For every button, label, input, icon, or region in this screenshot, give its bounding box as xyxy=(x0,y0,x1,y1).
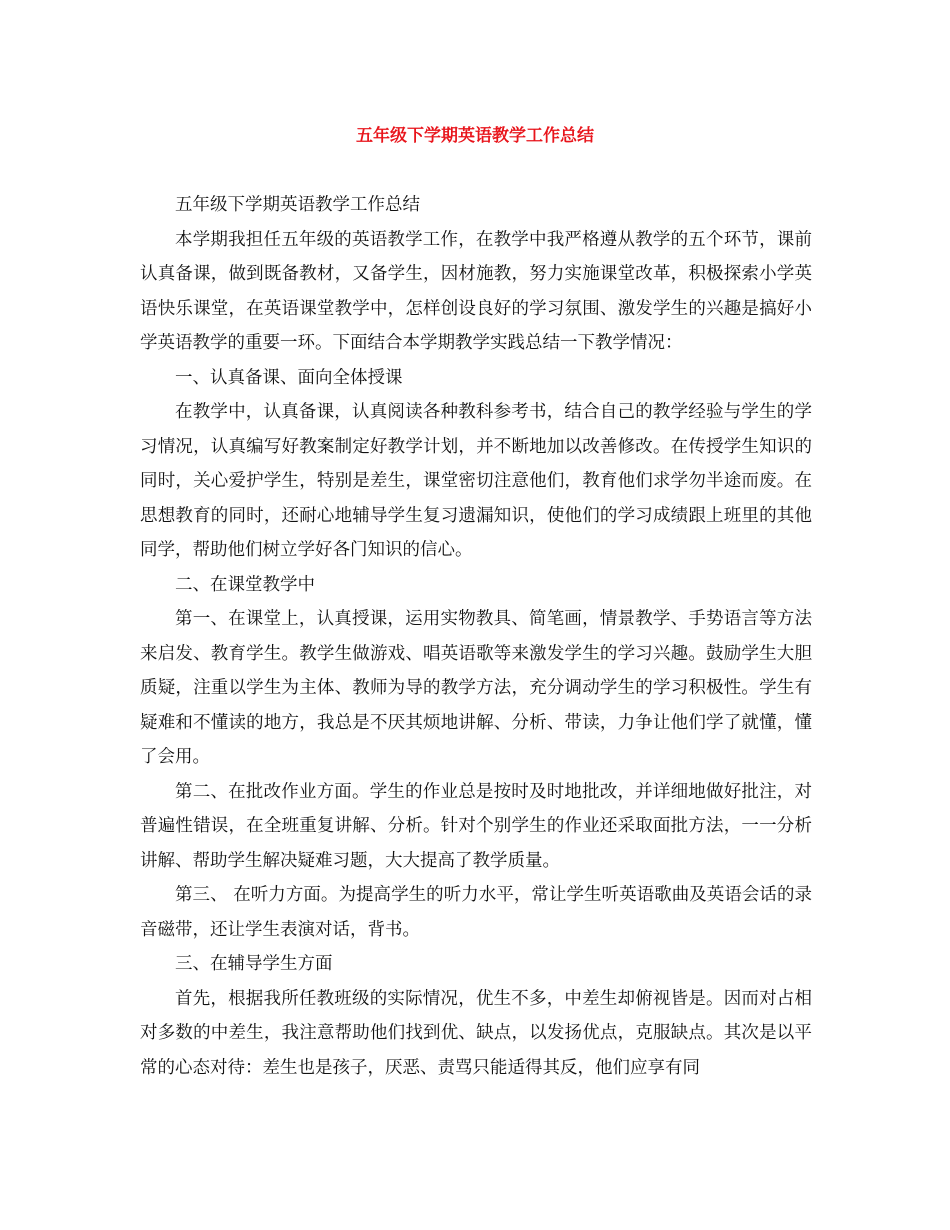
section-3-paragraph: 首先，根据我所任教班级的实际情况，优生不多，中差生却俯视皆是。因而对占相对多数的中差生，我注意帮助他们找到优、缺点，以发扬优点，克服缺点。其次是以平常的心态对待：差生也是孩子，厌恶、责骂只能适得其反，他们应享有同 xyxy=(140,988,812,1078)
section-2-paragraph-1: 第一、在课堂上，认真授课，运用实物教具、简笔画，情景教学、手势语言等方法来启发、教育学生。教学生做游戏、唱英语歌等来激发学生的学习兴趣。鼓励学生大胆质疑，注重以学生为主体、教师为导的教学方法，充分调动学生的学习积极性。学生有疑难和不懂读的地方，我总是不厌其烦地讲解、分析、带读，力争让他们学了就懂，懂了会用。 xyxy=(140,609,812,767)
document-body xyxy=(140,188,812,1085)
section-heading-2: 二、在课堂教学中 xyxy=(175,574,315,595)
intro-paragraph: 本学期我担任五年级的英语教学工作，在教学中我严格遵从教学的五个环节，课前认真备课，做到既备教材，又备学生，因材施教，努力实施课堂改革，积极探索小学英语快乐课堂，在英语课堂教学中，怎样创设良好的学习氛围、激发学生的兴趣是搞好小学英语教学的重要一环。下面结合本学期教学实践总结一下教学情况： xyxy=(140,229,812,353)
section-2-paragraph-3: 第三、 在听力方面。为提高学生的听力水平，常让学生听英语歌曲及英语会话的录音磁带，还让学生表演对话，背书。 xyxy=(140,885,812,940)
section-2-paragraph-2: 第二、在批改作业方面。学生的作业总是按时及时地批改，并详细地做好批注，对普遍性错误，在全班重复讲解、分析。针对个别学生的作业还采取面批方法，一一分析讲解、帮助学生解决疑难习题，大大提高了教学质量。 xyxy=(140,781,812,871)
document-title: 五年级下学期英语教学工作总结 xyxy=(356,126,594,146)
subtitle-paragraph: 五年级下学期英语教学工作总结 xyxy=(175,195,420,215)
section-1-paragraph: 在教学中，认真备课，认真阅读各种教科参考书，结合自己的教学经验与学生的学习情况，认真编写好教案制定好教学计划，并不断地加以改善修改。在传授学生知识的同时，关心爱护学生，特别是差生，课堂密切注意他们，教育他们求学勿半途而废。在思想教育的同时，还耐心地辅导学生复习遗漏知识，使他们的学习成绩跟上班里的其他同学，帮助他们树立学好各门知识的信心。 xyxy=(140,402,812,560)
section-heading-1: 一、认真备课、面向全体授课 xyxy=(175,367,403,388)
section-heading-3: 三、在辅导学生方面 xyxy=(175,954,333,974)
